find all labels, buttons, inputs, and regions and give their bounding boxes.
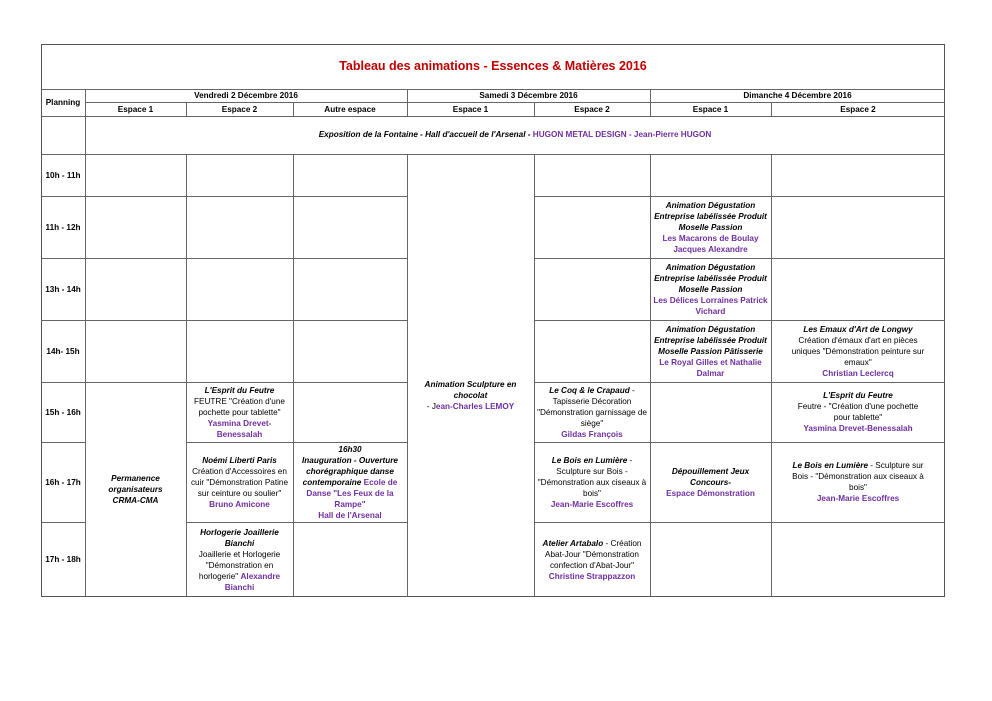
event-text: - Sculpture sur xyxy=(868,461,924,470)
event-sculpture-chocolat xyxy=(407,154,534,597)
time-slot xyxy=(41,382,85,442)
space-header-text: Espace 1 xyxy=(452,104,489,114)
time-slot xyxy=(41,442,85,522)
space-header-sam-1 xyxy=(407,102,534,116)
day-header-samedi-text: Samedi 3 Décembre 2016 xyxy=(479,91,578,100)
event-exhibitor: Christian Leclercq xyxy=(822,368,894,378)
event-text: pochette pour tablette" xyxy=(198,407,281,417)
event-title: L'Esprit du Feutre xyxy=(823,391,893,400)
event-text: cuir "Démonstration Patine xyxy=(190,477,289,487)
event-exhibitor: Les Délices Lorraines Patrick xyxy=(653,295,768,305)
space-header-text: Autre espace xyxy=(324,104,376,114)
event-text: - Création xyxy=(603,538,642,548)
event-text: Abat-Jour "Démonstration xyxy=(545,549,639,559)
event-text: organisateurs xyxy=(108,485,163,494)
event-title: Noémi Liberti Paris xyxy=(202,455,277,465)
event-exhibitor: ean-Charles LEMOY xyxy=(435,402,515,411)
event-exhibitor: Vichard xyxy=(695,306,726,316)
event-text: Feutre - "Création d'une pochette xyxy=(797,402,919,411)
exposition-exhibitor: HUGON METAL DESIGN - Jean-Pierre HUGON xyxy=(532,130,712,139)
event-exhibitor: Jean-Marie Escoffres xyxy=(816,494,900,503)
event-title: Entreprise labélissée Produit xyxy=(654,335,767,345)
time-slot xyxy=(41,196,85,258)
event-exhibitor: Bruno Amicone xyxy=(209,499,270,509)
event-exhibitor: Les Macarons de Boulay xyxy=(662,233,759,243)
event-title: Le Bois en Lumière xyxy=(551,455,628,465)
event-exhibitor: Hall de l'Arsenal xyxy=(318,510,382,520)
event-bois-lumiere-dimanche xyxy=(771,442,945,522)
event-text: "Démonstration garnissage de xyxy=(537,407,647,417)
day-header-dimanche-text: Dimanche 4 Décembre 2016 xyxy=(743,91,852,100)
event-exhibitor: Jacques Alexandre xyxy=(673,244,748,254)
rule-row2-a xyxy=(41,258,407,259)
space-header-sam-2 xyxy=(534,102,650,116)
event-exhibitor: Dalmar xyxy=(696,368,725,378)
event-title: Moselle Passion xyxy=(678,222,743,232)
event-text: Création d'Accessoires en xyxy=(192,466,287,476)
space-header-text: Espace 2 xyxy=(574,104,610,114)
event-title: contemporaine xyxy=(302,477,362,487)
event-text: Bois - "Démonstration aux ciseaux à xyxy=(792,472,924,481)
event-emaux-longwy xyxy=(771,320,945,382)
event-degustation-delices xyxy=(650,258,771,320)
space-header-ven-2 xyxy=(186,102,293,116)
time-slot-text: 16h - 17h xyxy=(45,477,81,487)
event-exhibitor: Bianchi xyxy=(224,582,255,592)
event-text: sur ceinture ou soulier" xyxy=(197,488,282,498)
event-title: Atelier Artabalo xyxy=(542,538,604,548)
event-text: Joaillerie et Horlogerie xyxy=(198,549,281,559)
time-slot xyxy=(41,320,85,382)
event-horlogerie-bianchi xyxy=(186,522,293,597)
space-header-text: Espace 1 xyxy=(117,104,154,114)
space-header-text: Espace 2 xyxy=(221,104,258,114)
event-title: Les Emaux d'Art de Longwy xyxy=(803,324,913,334)
event-exhibitor: Alexandre xyxy=(240,571,281,581)
event-title: Animation Dégustation xyxy=(665,324,756,334)
event-title: chorégraphique danse xyxy=(306,466,394,476)
time-slot-text: 13h - 14h xyxy=(45,284,81,294)
event-title: Horlogerie Joaillerie xyxy=(200,527,279,537)
event-title: Inauguration - Ouverture xyxy=(302,455,398,465)
time-slot-text: 14h- 15h xyxy=(46,346,80,356)
event-degustation-royal xyxy=(650,320,771,382)
event-text: "Démonstration en xyxy=(205,560,274,570)
event-title: L'Esprit du Feutre xyxy=(204,385,275,395)
event-depouillement xyxy=(650,442,771,522)
day-header-vendredi-text: Vendredi 2 Décembre 2016 xyxy=(194,91,298,100)
event-exhibitor: Yasmina Drevet-Benessalah xyxy=(803,424,913,433)
event-title: Le Coq & le Crapaud xyxy=(549,385,630,395)
time-slot-text: 15h - 16h xyxy=(45,407,81,417)
event-bois-lumiere-samedi xyxy=(534,442,650,522)
day-header-samedi xyxy=(407,89,650,102)
event-title: Moselle Passion xyxy=(678,284,743,294)
event-title: Bianchi xyxy=(224,538,255,548)
event-inauguration xyxy=(293,442,407,522)
page-title-text: Tableau des animations - Essences & Matières 2016 xyxy=(339,59,647,73)
planning-header-text: Planning xyxy=(45,98,81,107)
event-text: FEUTRE "Création d'une xyxy=(194,396,285,406)
space-header-ven-autre xyxy=(293,102,407,116)
event-text: horlogerie" xyxy=(198,571,239,581)
event-noemi-liberti xyxy=(186,442,293,522)
event-exhibitor: Christine Strappazzon xyxy=(548,571,636,581)
event-text: - J xyxy=(426,402,436,411)
event-exhibitor: Ecole de xyxy=(363,477,398,487)
event-title: Entreprise labélissée Produit xyxy=(654,273,767,283)
event-coq-crapaud xyxy=(534,382,650,442)
event-text: siège" xyxy=(580,418,604,428)
event-text: emaux" xyxy=(844,357,872,367)
event-text: CRMA-CMA xyxy=(112,496,159,505)
space-header-dim-2 xyxy=(771,102,945,116)
space-header-text: Espace 2 xyxy=(840,104,876,114)
event-exhibitor: Le Royal Gilles et Nathalie xyxy=(659,357,762,367)
event-title: Animation Dégustation xyxy=(665,262,756,272)
event-exhibitor: Benessalah xyxy=(216,429,263,439)
event-title: Moselle Passion Pâtisserie xyxy=(658,346,763,356)
time-slot xyxy=(41,154,85,196)
time-slot xyxy=(41,522,85,597)
event-text: uniques "Démonstration peinture sur xyxy=(791,346,925,356)
event-text: Tapisserie Décoration xyxy=(552,396,632,406)
space-header-ven-1 xyxy=(85,102,186,116)
space-header-text: Espace 1 xyxy=(692,104,729,114)
exposition-text: Exposition de la Fontaine - Hall d'accueil de l'Arsenal - xyxy=(318,130,531,139)
event-title: Le Bois en Lumière xyxy=(792,461,868,470)
event-permanence xyxy=(85,382,186,597)
event-text: confection d'Abat-Jour" xyxy=(549,560,635,570)
event-exhibitor: Jean-Marie Escoffres xyxy=(550,499,634,509)
page-title xyxy=(41,44,945,89)
event-text: bois" xyxy=(583,488,601,498)
time-slot-text: 17h - 18h xyxy=(45,555,81,564)
event-text: Création d'émaux d'art en pièces xyxy=(798,335,918,345)
exposition-banner xyxy=(85,116,945,154)
event-esprit-feutre-dimanche xyxy=(771,382,945,442)
event-text: bois" xyxy=(849,483,867,492)
rule-col-v2 xyxy=(293,154,294,597)
event-title: Entreprise labélissée Produit xyxy=(654,211,767,221)
event-exhibitor: Gildas François xyxy=(561,429,623,439)
event-text: "Démonstration aux ciseaux à xyxy=(537,477,647,487)
event-atelier-artabalo xyxy=(534,522,650,597)
event-exhibitor: Yasmina Drevet- xyxy=(207,418,272,428)
event-title: Animation Sculpture en chocolat xyxy=(424,380,517,400)
time-slot-text: 11h - 12h xyxy=(45,222,81,232)
rule-row3-a xyxy=(41,320,407,321)
event-exhibitor: Danse "Les Feux de la xyxy=(306,488,394,498)
event-text: Permanence xyxy=(111,474,160,483)
time-slot xyxy=(41,258,85,320)
event-title: Dépouillement Jeux Concours- xyxy=(671,466,750,487)
event-esprit-feutre-vendredi xyxy=(186,382,293,442)
event-exhibitor: Rampe" xyxy=(334,499,366,509)
event-exhibitor: Espace Démonstration xyxy=(666,488,755,498)
time-slot-text: 10h - 11h xyxy=(45,170,81,180)
event-title: Animation Dégustation xyxy=(665,200,756,210)
event-time: 16h30 xyxy=(338,444,362,454)
event-text: - xyxy=(629,385,635,395)
event-text: - xyxy=(627,455,633,465)
event-text: pour tablette" xyxy=(833,413,883,422)
rule-row1-a xyxy=(41,196,407,197)
day-header-vendredi xyxy=(85,89,407,102)
day-header-dimanche xyxy=(650,89,945,102)
event-text: Sculpture sur Bois - xyxy=(556,466,628,476)
planning-header xyxy=(41,89,85,116)
event-degustation-macarons xyxy=(650,196,771,258)
space-header-dim-1 xyxy=(650,102,771,116)
